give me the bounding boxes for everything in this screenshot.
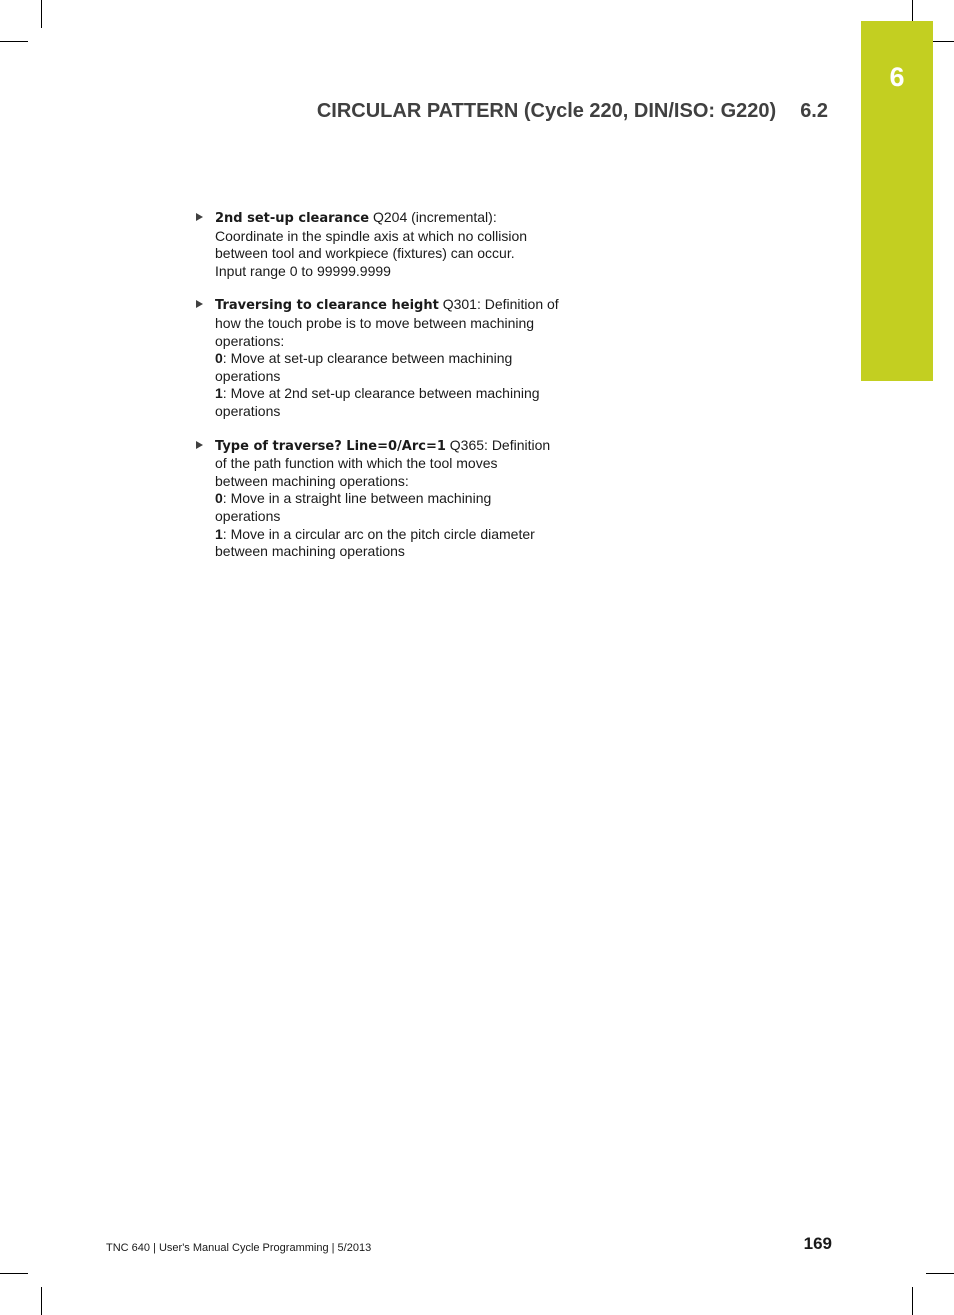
crop-mark [0, 41, 28, 42]
parameter-item [193, 209, 573, 280]
option-text: : Move in a straight line between machining [222, 490, 492, 507]
option-text-continued: operations [215, 507, 281, 524]
parameter-code: Q365 [449, 436, 485, 453]
option-text-continued: operations [215, 367, 281, 384]
parameter-list [193, 209, 573, 577]
crop-mark [926, 1273, 954, 1274]
description-line: between tool and workpiece (fixtures) can occur. [215, 245, 515, 262]
triangle-bullet-icon [196, 441, 203, 449]
parameter-name: 2nd set-up clearance [215, 211, 370, 226]
option-key: 1 [215, 385, 223, 402]
description-line: Coordinate in the spindle axis at which no collision [215, 227, 528, 244]
option-text: : Move at set-up clearance between machining [222, 350, 513, 367]
parameter-code: Q204 [373, 209, 408, 225]
triangle-bullet-icon [196, 300, 203, 308]
triangle-bullet-icon [196, 213, 203, 221]
crop-mark [0, 1273, 28, 1274]
parameter-name: Traversing to clearance height [215, 298, 439, 314]
option-text: : Move in a circular arc on the pitch circle diameter [222, 525, 535, 542]
crop-mark [41, 1287, 42, 1315]
running-header [300, 98, 828, 124]
page-number: 169 [803, 1234, 832, 1253]
chapter-number: 6 [889, 62, 905, 92]
parameter-item [193, 296, 573, 420]
crop-mark [912, 1287, 913, 1315]
parameter-lead: : Definition of [476, 296, 559, 313]
header-section-number: 6.2 [800, 100, 828, 122]
parameter-lead: : Definition [484, 436, 551, 453]
description-line: Input range 0 to 99999.9999 [215, 262, 391, 279]
option-key: 0 [215, 350, 223, 367]
option-key: 0 [215, 490, 223, 507]
option-text-continued: between machining operations [215, 543, 405, 560]
description-line: of the path function with which the tool moves [215, 455, 498, 472]
description-line: operations: [215, 332, 285, 349]
description-line: how the touch probe is to move between machining [215, 314, 535, 331]
crop-mark [41, 0, 42, 28]
description-line: between machining operations: [215, 472, 409, 489]
parameter-code: Q301 [442, 296, 477, 313]
option-key: 1 [215, 525, 223, 542]
option-text-continued: operations [215, 402, 281, 419]
parameter-name: Type of traverse? Line=0/Arc=1 [215, 438, 446, 454]
parameter-lead: (incremental): [407, 209, 497, 225]
footer-text: TNC 640 | User's Manual Cycle Programming | 5/2013 [106, 1242, 372, 1254]
parameter-item [193, 437, 573, 561]
header-title: CIRCULAR PATTERN (Cycle 220, DIN/ISO: G220) [316, 100, 777, 122]
option-text: : Move at 2nd set-up clearance between machining [222, 385, 540, 402]
chapter-tab [861, 21, 933, 381]
